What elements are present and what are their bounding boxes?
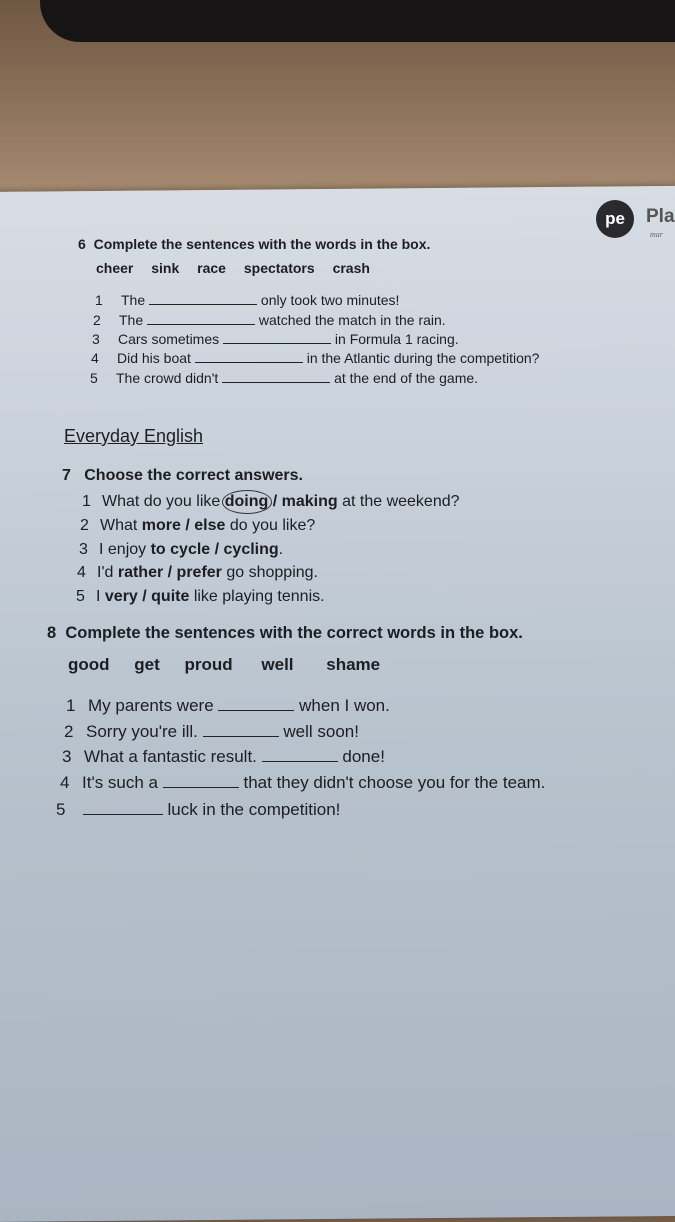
- item-number: 4: [91, 350, 99, 366]
- publisher-logo: [596, 200, 634, 238]
- item-text: like playing tennis.: [189, 588, 325, 605]
- box-word: spectators: [243, 260, 315, 276]
- answer-option[interactable]: cycling: [223, 541, 279, 558]
- answer-blank[interactable]: [163, 770, 239, 788]
- item-text: It's such a: [82, 773, 159, 792]
- answer-blank[interactable]: [83, 797, 163, 815]
- item-number: 2: [93, 312, 101, 328]
- exercise-number: 7: [62, 467, 71, 484]
- answer-option[interactable]: else: [194, 517, 226, 534]
- publisher-name: Pla: [646, 206, 675, 227]
- item-number: 1: [95, 292, 103, 308]
- item-number: 2: [64, 722, 74, 741]
- item-number: 2: [80, 517, 89, 534]
- exercise-6-item: [90, 368, 478, 386]
- item-number: 5: [56, 800, 66, 819]
- item-number: 5: [76, 588, 85, 605]
- answer-blank[interactable]: [222, 368, 330, 383]
- item-text: go shopping.: [221, 564, 318, 581]
- exercise-8-item: [62, 744, 385, 767]
- exercise-8-title: [47, 624, 523, 643]
- exercise-instruction: Choose the correct answers.: [84, 467, 303, 484]
- item-text: well soon!: [283, 722, 359, 741]
- item-text: in Formula 1 racing.: [334, 331, 459, 347]
- exercise-8-item: [56, 797, 340, 820]
- answer-blank[interactable]: [195, 348, 303, 363]
- answer-option[interactable]: prefer: [176, 564, 222, 581]
- exercise-6-word-box: [96, 260, 384, 276]
- exercise-8-item: [66, 693, 390, 716]
- box-word: race: [197, 260, 226, 276]
- item-text: at the weekend?: [337, 493, 460, 510]
- exercise-7-item: [79, 541, 283, 559]
- item-text: What: [100, 517, 142, 534]
- exercise-6-item: [93, 310, 446, 328]
- exercise-number: 8: [47, 624, 57, 642]
- item-text: What do you like: [102, 493, 225, 510]
- exercise-6-item: [91, 348, 539, 366]
- item-number: 1: [82, 493, 91, 510]
- answer-blank[interactable]: [223, 329, 331, 344]
- item-text: Cars sometimes: [118, 331, 220, 347]
- exercise-8-item: [60, 770, 545, 793]
- item-number: 3: [92, 331, 100, 347]
- item-text: do you like?: [225, 517, 316, 534]
- answer-blank[interactable]: [203, 719, 279, 737]
- exercise-instruction: Complete the sentences with the correct words in the box.: [65, 624, 523, 642]
- item-number: 1: [66, 696, 76, 715]
- exercise-7-item: [77, 564, 318, 582]
- option-separator: /: [137, 588, 152, 605]
- option-separator: /: [163, 564, 177, 581]
- answer-option[interactable]: rather: [117, 564, 164, 581]
- answer-blank[interactable]: [149, 290, 257, 305]
- answer-option-circled[interactable]: doing: [224, 493, 269, 510]
- exercise-7-item: [80, 517, 315, 535]
- box-word: good: [68, 655, 110, 674]
- item-text: done!: [342, 747, 385, 766]
- item-text: My parents were: [88, 696, 214, 715]
- exercise-number: 6: [78, 236, 86, 252]
- exercise-8-item: [64, 719, 359, 742]
- option-separator: /: [180, 517, 195, 534]
- box-word: get: [134, 655, 160, 674]
- item-number: 3: [62, 747, 72, 766]
- item-text: The: [121, 292, 146, 308]
- box-word: cheer: [96, 260, 134, 276]
- exercise-8-word-box: [68, 655, 394, 675]
- exercise-7-title: [62, 467, 303, 485]
- item-number: 4: [77, 564, 86, 581]
- option-separator: /: [210, 541, 224, 558]
- exercise-7-item: [76, 588, 325, 606]
- exercise-6-title: [78, 236, 430, 252]
- answer-blank[interactable]: [147, 310, 255, 325]
- publisher-subtext: mar: [650, 230, 663, 239]
- answer-option[interactable]: making: [281, 493, 338, 510]
- logo-text: pe: [605, 209, 625, 228]
- box-word: shame: [326, 655, 381, 674]
- item-number: 5: [90, 370, 98, 386]
- answer-option[interactable]: more: [141, 517, 181, 534]
- item-text: I'd: [97, 564, 118, 581]
- box-word: proud: [184, 655, 233, 674]
- item-text: The crowd didn't: [116, 370, 219, 386]
- item-number: 3: [79, 541, 88, 558]
- item-text: I: [96, 588, 105, 605]
- item-text: that they didn't choose you for the team.: [243, 773, 546, 792]
- box-word: crash: [332, 260, 370, 276]
- answer-option[interactable]: very: [104, 588, 138, 605]
- item-text: watched the match in the rain.: [258, 312, 446, 328]
- exercise-instruction: Complete the sentences with the words in the box.: [93, 236, 431, 252]
- item-text: when I won.: [299, 696, 390, 715]
- item-text: Did his boat: [117, 350, 191, 366]
- item-number: 4: [60, 773, 70, 792]
- exercise-6-item: [95, 290, 399, 308]
- answer-option[interactable]: to cycle: [150, 541, 211, 558]
- item-text: luck in the competition!: [167, 800, 341, 819]
- item-text: What a fantastic result.: [84, 747, 257, 766]
- answer-option[interactable]: quite: [151, 588, 190, 605]
- exercise-6-item: [92, 329, 459, 347]
- answer-blank[interactable]: [218, 693, 294, 711]
- exercise-7-item: [82, 493, 460, 511]
- option-separator: /: [268, 493, 282, 510]
- box-word: well: [261, 655, 294, 674]
- answer-blank[interactable]: [262, 744, 338, 762]
- box-word: sink: [151, 260, 180, 276]
- item-text: Sorry you're ill.: [86, 722, 198, 741]
- item-text: The: [119, 312, 144, 328]
- item-text: in the Atlantic during the competition?: [306, 350, 540, 366]
- item-text: only took two minutes!: [260, 292, 400, 308]
- item-text: .: [278, 541, 284, 558]
- item-text: I enjoy: [99, 541, 151, 558]
- item-text: at the end of the game.: [334, 370, 479, 386]
- section-heading: Everyday English: [64, 426, 204, 446]
